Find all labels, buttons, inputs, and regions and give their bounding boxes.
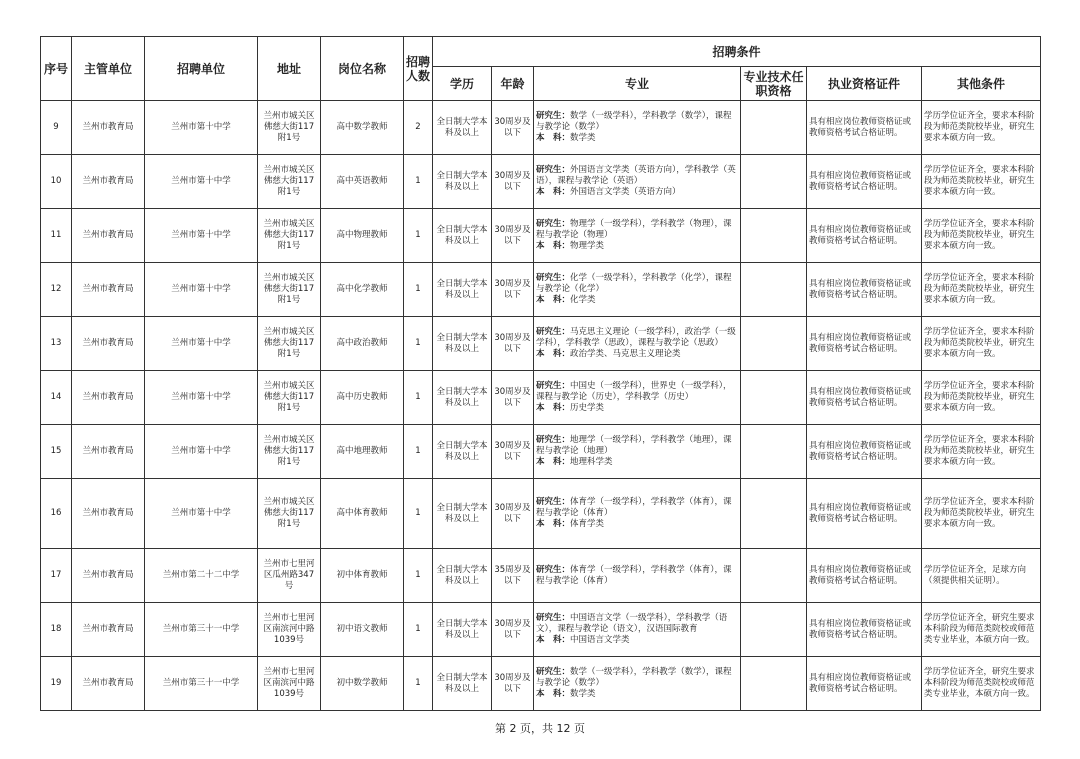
cell-dept: 兰州市教育局: [72, 209, 145, 263]
cell-edu: 全日制大学本科及以上: [433, 549, 492, 603]
cell-seq: 9: [41, 101, 72, 155]
cell-addr: 兰州市城关区佛慈大街117附1号: [258, 425, 321, 479]
undergrad-text: 历史学类: [570, 403, 605, 413]
major-undergrad: [536, 241, 738, 252]
cell-age: 30周岁及以下: [492, 479, 534, 549]
undergrad-text: 地理科学类: [570, 457, 613, 467]
cell-cert: 具有相应岗位教师资格证或教师资格考试合格证明。: [807, 479, 922, 549]
cell-title: [741, 101, 807, 155]
cell-unit: 兰州市第十中学: [145, 101, 258, 155]
graduate-label: 研究生：: [536, 165, 571, 175]
cell-addr: 兰州市城关区佛慈大街117附1号: [258, 155, 321, 209]
cell-seq: 10: [41, 155, 72, 209]
major-undergrad: [536, 519, 738, 530]
undergrad-label: 本 科：: [536, 457, 571, 467]
cell-edu: 全日制大学本科及以上: [433, 155, 492, 209]
cell-seq: 14: [41, 371, 72, 425]
graduate-text: 体育学（一级学科），学科教学（体育），课程与教学论（体育）: [536, 497, 732, 518]
cell-title: [741, 371, 807, 425]
cell-num: 1: [404, 155, 433, 209]
cell-cert: 具有相应岗位教师资格证或教师资格考试合格证明。: [807, 155, 922, 209]
header-seq: 序号: [41, 37, 72, 101]
undergrad-text: 化学类: [570, 295, 596, 305]
major-graduate: [536, 219, 738, 241]
cell-dept: 兰州市教育局: [72, 549, 145, 603]
cell-cert: 具有相应岗位教师资格证或教师资格考试合格证明。: [807, 209, 922, 263]
undergrad-label: 本 科：: [536, 133, 571, 143]
major-undergrad: [536, 295, 738, 306]
cell-title: [741, 155, 807, 209]
cell-major: [534, 603, 741, 657]
cell-cert: 具有相应岗位教师资格证或教师资格考试合格证明。: [807, 603, 922, 657]
cell-cert: 具有相应岗位教师资格证或教师资格考试合格证明。: [807, 425, 922, 479]
cell-num: 1: [404, 603, 433, 657]
major-graduate: [536, 381, 738, 403]
graduate-label: 研究生：: [536, 327, 571, 337]
cell-num: 1: [404, 263, 433, 317]
cell-title: [741, 425, 807, 479]
graduate-text: 地理学（一级学科），学科教学（地理），课程与教学论（地理）: [536, 435, 732, 456]
header-major: 专业: [534, 67, 741, 101]
cell-unit: 兰州市第十中学: [145, 371, 258, 425]
cell-dept: 兰州市教育局: [72, 479, 145, 549]
table-row: [41, 101, 1041, 155]
cell-post: 高中地理教师: [321, 425, 404, 479]
cell-title: [741, 657, 807, 711]
cell-unit: 兰州市第十中学: [145, 479, 258, 549]
cell-major: [534, 425, 741, 479]
cell-unit: 兰州市第十中学: [145, 425, 258, 479]
cell-age: 30周岁及以下: [492, 101, 534, 155]
table-row: [41, 603, 1041, 657]
cell-post: 高中数学教师: [321, 101, 404, 155]
graduate-text: 体育学（一级学科），学科教学（体育），课程与教学论（体育）: [536, 564, 732, 586]
cell-other: 学历学位证齐全，足球方向（须提供相关证明）。: [922, 549, 1041, 603]
cell-major: [534, 549, 741, 603]
header-dept: 主管单位: [72, 37, 145, 101]
graduate-label: 研究生：: [536, 219, 571, 229]
cell-title: [741, 263, 807, 317]
major-undergrad: [536, 457, 738, 468]
cell-cert: 具有相应岗位教师资格证或教师资格考试合格证明。: [807, 101, 922, 155]
cell-num: 2: [404, 101, 433, 155]
graduate-label: 研究生：: [536, 111, 571, 121]
graduate-text: 物理学（一级学科），学科教学（物理），课程与教学论（物理）: [536, 219, 732, 240]
cell-age: 30周岁及以下: [492, 603, 534, 657]
cell-title: [741, 317, 807, 371]
cell-num: 1: [404, 425, 433, 479]
major-graduate: [536, 165, 738, 187]
undergrad-label: 本 科：: [536, 519, 571, 529]
cell-dept: 兰州市教育局: [72, 155, 145, 209]
undergrad-text: 数学类: [570, 133, 596, 143]
graduate-label: 研究生：: [536, 564, 571, 575]
graduate-text: 数学（一级学科），学科教学（数学），课程与教学论（数学）: [536, 111, 732, 132]
cell-seq: 19: [41, 657, 72, 711]
cell-unit: 兰州市第三十一中学: [145, 603, 258, 657]
header-cert: 执业资格证件: [807, 67, 922, 101]
cell-dept: 兰州市教育局: [72, 263, 145, 317]
cell-post: 初中体育教师: [321, 549, 404, 603]
major-graduate: [536, 497, 738, 519]
undergrad-text: 外国语言文学类（英语方向）: [570, 187, 681, 197]
graduate-text: 马克思主义理论（一级学科），政治学（一级学科），学科教学（思政），课程与教学论（思政）: [536, 327, 736, 348]
cell-other: 学历学位证齐全，研究生要求本科阶段为师范类院校或师范类专业毕业，本硕方向一致。: [922, 657, 1041, 711]
cell-major: [534, 101, 741, 155]
cell-cert: 具有相应岗位教师资格证或教师资格考试合格证明。: [807, 549, 922, 603]
cell-num: 1: [404, 549, 433, 603]
header-title: 专业技术任职资格: [741, 67, 807, 101]
cell-seq: 18: [41, 603, 72, 657]
cell-post: 高中体育教师: [321, 479, 404, 549]
major-graduate: [536, 565, 738, 587]
table-row: [41, 549, 1041, 603]
cell-unit: 兰州市第三十一中学: [145, 657, 258, 711]
cell-unit: 兰州市第十中学: [145, 209, 258, 263]
cell-age: 30周岁及以下: [492, 657, 534, 711]
cell-post: 高中物理教师: [321, 209, 404, 263]
graduate-text: 化学（一级学科），学科教学（化学），课程与教学论（化学）: [536, 273, 732, 294]
cell-major: [534, 371, 741, 425]
cell-addr: 兰州市七里河区南滨河中路1039号: [258, 603, 321, 657]
cell-age: 30周岁及以下: [492, 371, 534, 425]
cell-post: 高中化学教师: [321, 263, 404, 317]
cell-unit: 兰州市第二十二中学: [145, 549, 258, 603]
cell-edu: 全日制大学本科及以上: [433, 317, 492, 371]
table-row: [41, 371, 1041, 425]
cell-unit: 兰州市第十中学: [145, 155, 258, 209]
major-graduate: [536, 273, 738, 295]
major-graduate: [536, 111, 738, 133]
cell-major: [534, 263, 741, 317]
cell-dept: 兰州市教育局: [72, 101, 145, 155]
cell-post: 高中英语教师: [321, 155, 404, 209]
cell-seq: 11: [41, 209, 72, 263]
table-row: [41, 425, 1041, 479]
header-conditions: 招聘条件: [433, 37, 1041, 67]
header-addr: 地址: [258, 37, 321, 101]
cell-other: 学历学位证齐全，要求本科阶段为师范类院校毕业，研究生要求本硕方向一致。: [922, 317, 1041, 371]
cell-edu: 全日制大学本科及以上: [433, 101, 492, 155]
cell-num: 1: [404, 317, 433, 371]
cell-other: 学历学位证齐全，要求本科阶段为师范类院校毕业，研究生要求本硕方向一致。: [922, 101, 1041, 155]
table-row: [41, 657, 1041, 711]
cell-age: 35周岁及以下: [492, 549, 534, 603]
cell-addr: 兰州市城关区佛慈大街117附1号: [258, 317, 321, 371]
cell-addr: 兰州市七里河区南滨河中路1039号: [258, 657, 321, 711]
graduate-label: 研究生：: [536, 613, 571, 623]
graduate-label: 研究生：: [536, 273, 571, 283]
header-age: 年龄: [492, 67, 534, 101]
cell-addr: 兰州市城关区佛慈大街117附1号: [258, 101, 321, 155]
cell-unit: 兰州市第十中学: [145, 263, 258, 317]
cell-num: 1: [404, 479, 433, 549]
cell-title: [741, 549, 807, 603]
cell-age: 30周岁及以下: [492, 317, 534, 371]
graduate-label: 研究生：: [536, 497, 571, 507]
cell-dept: 兰州市教育局: [72, 603, 145, 657]
cell-major: [534, 155, 741, 209]
cell-post: 高中政治教师: [321, 317, 404, 371]
undergrad-text: 物理学类: [570, 241, 605, 251]
cell-addr: 兰州市城关区佛慈大街117附1号: [258, 479, 321, 549]
cell-seq: 12: [41, 263, 72, 317]
cell-dept: 兰州市教育局: [72, 657, 145, 711]
cell-post: 初中数学教师: [321, 657, 404, 711]
graduate-label: 研究生：: [536, 667, 571, 677]
cell-cert: 具有相应岗位教师资格证或教师资格考试合格证明。: [807, 371, 922, 425]
cell-cert: 具有相应岗位教师资格证或教师资格考试合格证明。: [807, 263, 922, 317]
cell-num: 1: [404, 371, 433, 425]
cell-post: 高中历史教师: [321, 371, 404, 425]
cell-unit: 兰州市第十中学: [145, 317, 258, 371]
undergrad-label: 本 科：: [536, 241, 571, 251]
undergrad-label: 本 科：: [536, 349, 571, 359]
graduate-text: 外国语言文学类（英语方向），学科教学（英语），课程与教学论（英语）: [536, 165, 736, 186]
cell-edu: 全日制大学本科及以上: [433, 657, 492, 711]
cell-other: 学历学位证齐全，要求本科阶段为师范类院校毕业，研究生要求本硕方向一致。: [922, 263, 1041, 317]
header-unit: 招聘单位: [145, 37, 258, 101]
graduate-label: 研究生：: [536, 435, 571, 445]
major-undergrad: [536, 403, 738, 414]
major-undergrad: [536, 349, 738, 360]
table-row: [41, 209, 1041, 263]
cell-major: [534, 657, 741, 711]
cell-edu: 全日制大学本科及以上: [433, 263, 492, 317]
table-row: [41, 155, 1041, 209]
recruitment-table: [40, 36, 1041, 711]
cell-addr: 兰州市七里河区瓜州路347号: [258, 549, 321, 603]
header-edu: 学历: [433, 67, 492, 101]
graduate-text: 中国史（一级学科），世界史（一级学科），课程与教学论（历史），学科教学（历史）: [536, 381, 732, 402]
cell-major: [534, 209, 741, 263]
cell-age: 30周岁及以下: [492, 155, 534, 209]
cell-age: 30周岁及以下: [492, 425, 534, 479]
major-graduate: [536, 435, 738, 457]
cell-edu: 全日制大学本科及以上: [433, 425, 492, 479]
cell-addr: 兰州市城关区佛慈大街117附1号: [258, 209, 321, 263]
cell-major: [534, 479, 741, 549]
cell-edu: 全日制大学本科及以上: [433, 209, 492, 263]
header-num: 招聘人数: [404, 37, 433, 101]
undergrad-label: 本 科：: [536, 187, 571, 197]
header-other: 其他条件: [922, 67, 1041, 101]
cell-age: 30周岁及以下: [492, 209, 534, 263]
undergrad-label: 本 科：: [536, 403, 571, 413]
cell-seq: 15: [41, 425, 72, 479]
cell-num: 1: [404, 657, 433, 711]
major-graduate: [536, 613, 738, 635]
cell-age: 30周岁及以下: [492, 263, 534, 317]
cell-addr: 兰州市城关区佛慈大街117附1号: [258, 371, 321, 425]
major-undergrad: [536, 689, 738, 700]
undergrad-text: 政治学类、马克思主义理论类: [570, 349, 681, 359]
cell-seq: 16: [41, 479, 72, 549]
table-body: [41, 101, 1041, 711]
graduate-text: 数学（一级学科），学科教学（数学），课程与教学论（数学）: [536, 667, 732, 688]
graduate-text: 中国语言文学（一级学科），学科教学（语文），课程与教学论（语文），汉语国际教育: [536, 613, 728, 634]
cell-title: [741, 479, 807, 549]
cell-cert: 具有相应岗位教师资格证或教师资格考试合格证明。: [807, 657, 922, 711]
cell-dept: 兰州市教育局: [72, 317, 145, 371]
cell-other: 学历学位证齐全，要求本科阶段为师范类院校毕业，研究生要求本硕方向一致。: [922, 155, 1041, 209]
page-footer: 第 2 页，共 12 页: [495, 722, 585, 735]
cell-cert: 具有相应岗位教师资格证或教师资格考试合格证明。: [807, 317, 922, 371]
undergrad-text: 数学类: [570, 689, 596, 699]
cell-major: [534, 317, 741, 371]
cell-edu: 全日制大学本科及以上: [433, 479, 492, 549]
major-graduate: [536, 327, 738, 349]
cell-seq: 17: [41, 549, 72, 603]
major-undergrad: [536, 133, 738, 144]
cell-num: 1: [404, 209, 433, 263]
undergrad-label: 本 科：: [536, 689, 571, 699]
graduate-label: 研究生：: [536, 381, 571, 391]
major-graduate: [536, 667, 738, 689]
header-post: 岗位名称: [321, 37, 404, 101]
cell-title: [741, 603, 807, 657]
cell-seq: 13: [41, 317, 72, 371]
table-row: [41, 479, 1041, 549]
cell-edu: 全日制大学本科及以上: [433, 603, 492, 657]
cell-other: 学历学位证齐全，要求本科阶段为师范类院校毕业，研究生要求本硕方向一致。: [922, 371, 1041, 425]
cell-other: 学历学位证齐全，要求本科阶段为师范类院校毕业，研究生要求本硕方向一致。: [922, 209, 1041, 263]
undergrad-label: 本 科：: [536, 635, 571, 645]
cell-dept: 兰州市教育局: [72, 371, 145, 425]
table-row: [41, 317, 1041, 371]
undergrad-text: 体育学类: [570, 519, 605, 529]
cell-post: 初中语文教师: [321, 603, 404, 657]
cell-addr: 兰州市城关区佛慈大街117附1号: [258, 263, 321, 317]
cell-other: 学历学位证齐全，要求本科阶段为师范类院校毕业，研究生要求本硕方向一致。: [922, 479, 1041, 549]
table-row: [41, 263, 1041, 317]
cell-dept: 兰州市教育局: [72, 425, 145, 479]
undergrad-label: 本 科：: [536, 295, 571, 305]
major-undergrad: [536, 187, 738, 198]
major-undergrad: [536, 635, 738, 646]
undergrad-text: 中国语言文学类: [570, 635, 630, 645]
cell-other: 学历学位证齐全，要求本科阶段为师范类院校毕业，研究生要求本硕方向一致。: [922, 425, 1041, 479]
cell-other: 学历学位证齐全，研究生要求本科阶段为师范类院校或师范类专业毕业，本硕方向一致。: [922, 603, 1041, 657]
cell-title: [741, 209, 807, 263]
cell-edu: 全日制大学本科及以上: [433, 371, 492, 425]
